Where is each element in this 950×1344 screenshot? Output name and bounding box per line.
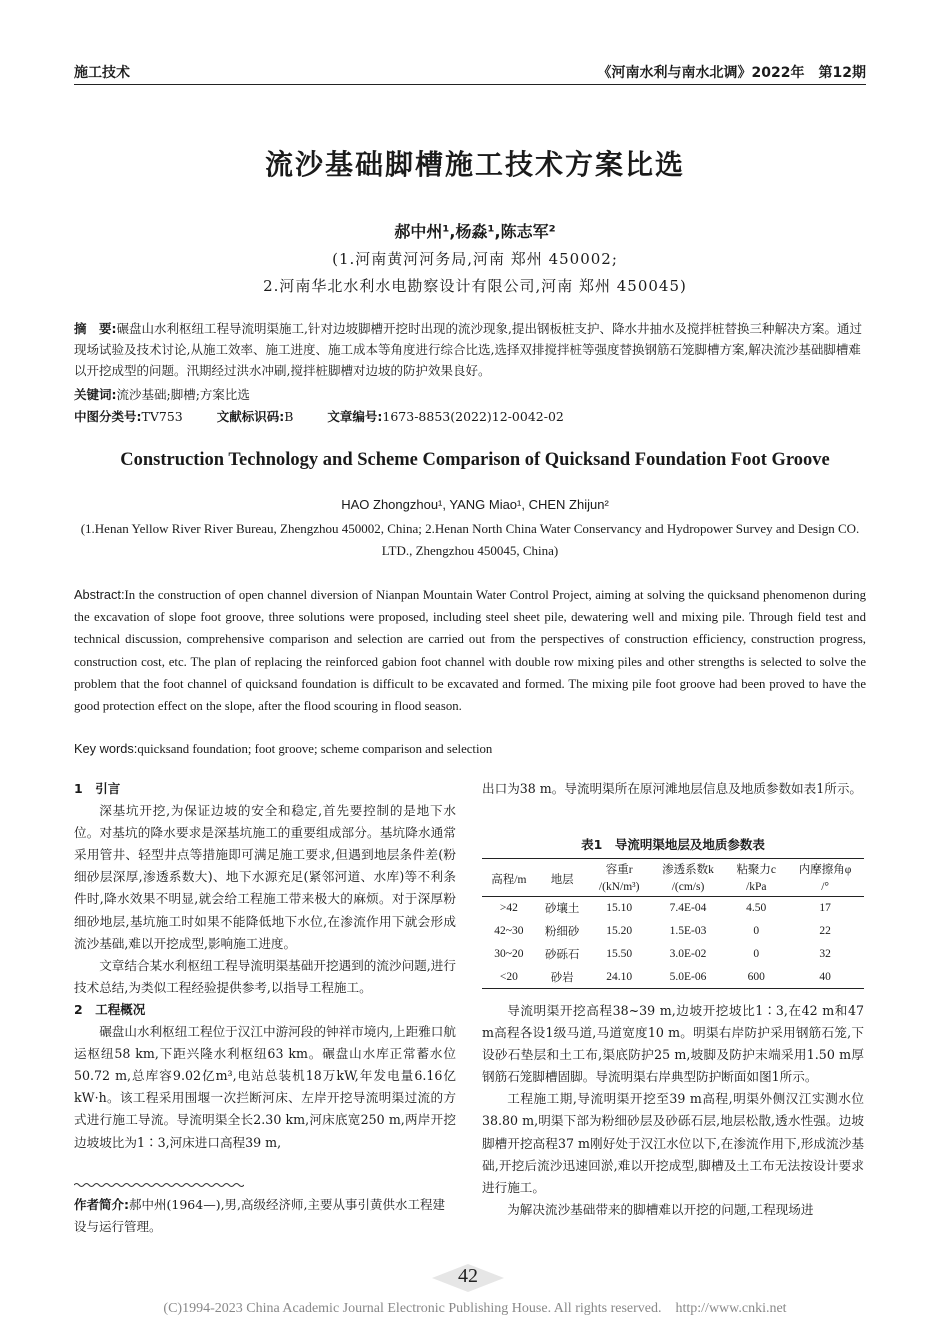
- running-header: [74, 60, 866, 82]
- table-cell: 15.50: [606, 948, 633, 960]
- author-bio-text: 郝中州(1964—),男,高级经济师,主要从事引黄供水工程建设与运行管理。: [74, 1197, 445, 1234]
- paragraph: 碾盘山水利枢纽工程位于汉江中游河段的钟祥市境内,上距雅口航运枢纽58 km,下距兴隆水利枢纽63 km。碾盘山水库正常蓄水位50.72 m,总库容9.02亿m³,电站总装机18万kW,年发电量6.16亿kW·h。该工程采用围堰一次拦断河床、左岸开挖导流明渠过流的方式进行施工导流。导流明渠全长2.30 km,河床底宽250 m,两岸开挖边坡坡比为1∶3,河床进口高程39 m,: [74, 1024, 456, 1150]
- abstract-cn-label: 摘 要:: [74, 321, 117, 336]
- table-cell: 40: [819, 970, 831, 983]
- table-cell: 7.4E-04: [669, 902, 707, 915]
- article-title: 流沙基础脚槽施工技术方案比选: [264, 148, 685, 181]
- english-abstract-text: In the construction of open channel diversion of Nianpan Mountain Water Control Project, aiming at solving the quicksand phenomenon during the excavation of slope foot groove, three solutions were proposed, including steel sheet pile, dewatering well and mixing pile. Through field test and technical discussion, comprehensive comparison and selection are carried out from the perspectives of construction efficiency, construction progress, construction cost, etc. The plan of replacing the reinforced gabion foot channel with double row mixing piles and other strengths is selected to solve the problem that the foot channel of quicksand foundation is difficult to be excavated and formed. The mixing pile foot groove had been proved to have the good protection effect on the slope, after the flood scouring in flood season.: [74, 588, 866, 714]
- english-affiliation: (1.Henan Yellow River River Bureau, Zhengzhou 450002, China; 2.Henan North China Water Conservancy and Hydropower Survey and Design CO. LTD., Zhengzhou 450045, China): [80, 521, 860, 558]
- paragraph: 为解决流沙基础带来的脚槽难以开挖的问题,工程现场进: [507, 1201, 814, 1217]
- english-keywords: [74, 741, 866, 757]
- header-rule: [74, 84, 866, 85]
- table-title: 表1 导流明渠地层及地质参数表: [581, 837, 765, 852]
- page-number: 42: [458, 1265, 478, 1287]
- journal-issue: 《河南水利与南水北调》2022年 第12期: [597, 65, 866, 81]
- table-header-cell: 内摩擦角φ: [798, 864, 852, 877]
- table-header-cell: 粘聚力c: [736, 864, 777, 877]
- page-number-badge: [432, 1264, 504, 1292]
- table-cell: 22: [819, 925, 831, 937]
- table-row: [482, 943, 864, 966]
- table-row: [482, 920, 864, 943]
- keywords-cn: [74, 384, 866, 405]
- clc-value: TV753: [141, 409, 183, 424]
- table-cell: 4.50: [746, 902, 767, 915]
- keywords-cn-text: 流沙基础;脚槽;方案比选: [116, 387, 250, 402]
- english-abstract: [74, 584, 866, 717]
- english-keywords-label: Key words:: [74, 741, 138, 756]
- english-keywords-text: quicksand foundation; foot groove; scheme comparison and selection: [137, 742, 493, 756]
- table-row: [482, 966, 864, 989]
- article-no-label: 文章编号:: [327, 409, 383, 424]
- doc-code-value: B: [284, 409, 294, 424]
- table-unit-cell: /°: [821, 880, 829, 893]
- table-cell: 600: [747, 970, 765, 983]
- english-authors: HAO Zhongzhou¹, YANG Miao¹, CHEN Zhijun²: [341, 497, 609, 512]
- right-column-top: [482, 778, 864, 800]
- table-cell: 粉细砂: [544, 926, 580, 938]
- classification-line: [74, 406, 866, 427]
- table-cell: 5.0E-06: [669, 970, 707, 983]
- table-cell: 17: [819, 902, 831, 915]
- table-header-cell: 容重r: [605, 864, 633, 877]
- keywords-cn-label: 关键词:: [74, 387, 117, 402]
- affiliation-line-1: (1.河南黄河河务局,河南 郑州 450002;: [332, 250, 618, 268]
- article-no-value: 1673-8853(2022)12-0042-02: [382, 409, 564, 424]
- table-cell: 42~30: [494, 925, 524, 937]
- table-cell: >42: [499, 902, 518, 915]
- table-cell: 3.0E-02: [669, 948, 707, 960]
- copyright-footer: (C)1994-2023 China Academic Journal Electronic Publishing House. All rights reserved. http://www.cnki.net: [163, 1301, 787, 1316]
- affiliation-line-2: 2.河南华北水利水电勘察设计有限公司,河南 郑州 450045): [263, 277, 687, 295]
- author-bio-label: 作者简介:: [74, 1197, 129, 1212]
- table-cell: 砂砾石: [544, 949, 580, 961]
- left-column: [74, 778, 456, 1154]
- table-cell: 0: [753, 948, 760, 960]
- english-title: Construction Technology and Scheme Comparison of Quicksand Foundation Foot Groove: [120, 450, 830, 470]
- table-cell: 30~20: [494, 948, 524, 960]
- table-unit-cell: /(kN/m³): [598, 880, 640, 893]
- table-unit-cell: /(cm/s): [671, 880, 705, 893]
- table-header-cell: 高程/m: [491, 873, 527, 886]
- paragraph: 文章结合某水利枢纽工程导流明渠基础开挖遇到的流沙问题,进行技术总结,为类似工程经验提供参考,以指导工程施工。: [74, 957, 456, 995]
- table-cell: 砂岩: [550, 971, 574, 984]
- table-cell: <20: [499, 970, 518, 983]
- paragraph: 深基坑开挖,为保证边坡的安全和稳定,首先要控制的是地下水位。对基坑的降水要求是深基坑施工的重要组成部分。基坑降水通常采用管井、轻型井点等措施即可满足施工要求,但遇到地层条件差(粉细砂层深厚,渗透系数大)、地下水源充足(紧邻河道、水库)等不利条件时,降水效果不明显,就会给工程施工带来极大的麻烦。对于深厚粉细砂地层,基坑施工时如果不能降低地下水位,在渗流作用下就会形成流沙基础,难以开挖成型,影响施工进度。: [74, 803, 456, 951]
- section-heading-intro: 1 引言: [74, 781, 121, 796]
- paragraph: 导流明渠开挖高程38~39 m,边坡开挖坡比1∶3,在42 m和47 m高程各设1级马道,马道宽度10 m。明渠右岸防护采用钢筋石笼,下设砂石垫层和土工布,渠底防护25 m,坡脚及防护末端采用1.50 m厚钢筋石笼脚槽固脚。导流明渠右岸典型防护断面如图1所示。: [482, 1003, 864, 1085]
- table-cell: 砂壤土: [544, 903, 580, 916]
- english-abstract-label: Abstract:: [74, 587, 125, 602]
- footnote-divider: [74, 1182, 244, 1188]
- table-cell: 0: [753, 925, 760, 937]
- table-header-cell: 地层: [550, 873, 574, 886]
- table-cell: 15.10: [606, 902, 633, 915]
- author-bio: [74, 1194, 456, 1238]
- table-cell: 1.5E-03: [669, 925, 707, 937]
- section-heading-overview: 2 工程概况: [74, 1001, 146, 1017]
- clc-label: 中图分类号:: [74, 409, 142, 424]
- paragraph: 工程施工期,导流明渠开挖至39 m高程,明渠外侧汉江实测水位38.80 m,明渠下部为粉细砂层及砂砾石层,地层松散,透水性强。边坡脚槽开挖高程37 m刚好处于汉江水位以下,在渗流作用下,形成流沙基础,开挖后流沙迅速回淤,难以开挖成型,脚槽及土工布无法按设计要求进行施工。: [482, 1091, 864, 1195]
- right-column-body: [482, 1000, 864, 1221]
- paragraph: 出口为38 m。导流明渠所在原河滩地层信息及地质参数如表1所示。: [482, 781, 863, 796]
- doc-code-label: 文献标识码:: [216, 409, 285, 424]
- table-unit-cell: /kPa: [746, 880, 767, 893]
- table-cell: 32: [819, 948, 831, 960]
- table-cell: 24.10: [606, 970, 633, 983]
- section-name: 施工技术: [74, 65, 130, 81]
- table-row: [482, 897, 864, 920]
- abstract-cn-text: 碾盘山水利枢纽工程导流明渠施工,针对边坡脚槽开挖时出现的流沙现象,提出钢板桩支护、降水井抽水及搅拌桩替换三种解决方案。通过现场试验及技术讨论,从施工效率、施工进度、施工成本等角度进行综合比选,选择双排搅拌桩等强度替换钢筋石笼脚槽方案,解决流沙基础脚槽难以开挖成型的问题。汛期经过洪水冲刷,搅拌桩脚槽对边坡的防护效果良好。: [74, 321, 862, 378]
- geology-table: [482, 858, 864, 989]
- table-header-cell: 渗透系数k: [662, 864, 714, 877]
- table-cell: 15.20: [606, 925, 633, 937]
- abstract-cn: [74, 318, 866, 381]
- author-list: 郝中州¹,杨淼¹,陈志军²: [394, 222, 556, 241]
